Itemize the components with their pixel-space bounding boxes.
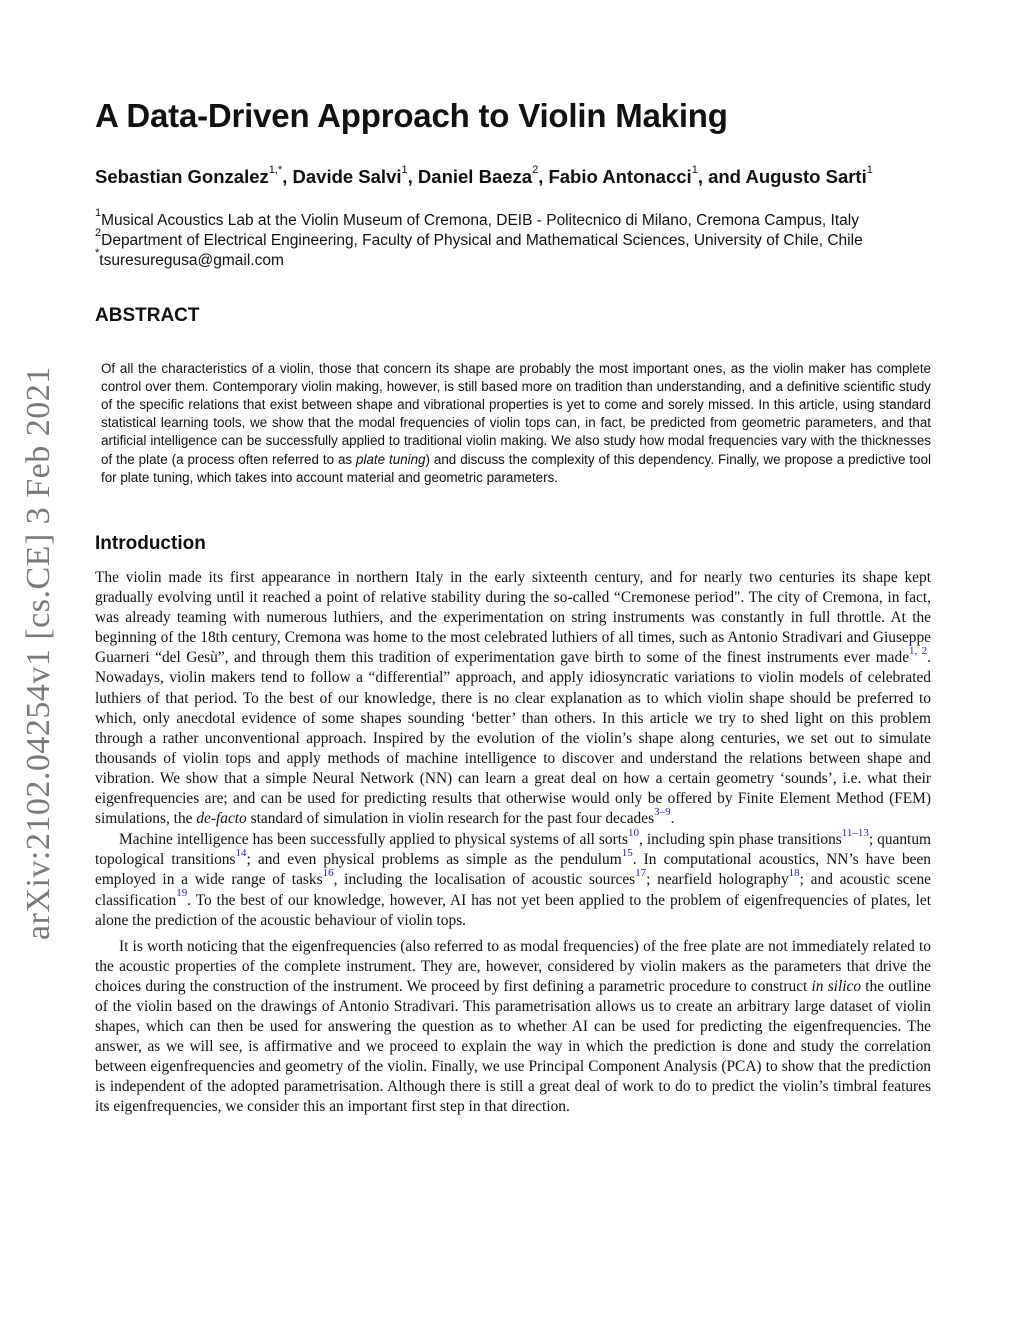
affiliation-list [95, 207, 931, 271]
citation-link[interactable]: 10 [627, 827, 639, 840]
affiliation [95, 247, 931, 271]
citation-link[interactable]: 15 [621, 847, 633, 860]
text-run: . To the best of our knowledge, however, AI has not yet been applied to the problem of eigenfrequencies of plates, let alone the prediction of the acoustic behaviour of violin tops. [95, 891, 931, 929]
text-run: . In computational acoustics, NN’s have been employed in a wide range of tasks [95, 851, 931, 889]
paper-page [95, 96, 931, 1118]
paper-title: A Data-Driven Approach to Violin Making [95, 97, 728, 134]
author-name: Sebastian Gonzalez [95, 165, 269, 187]
citation-link[interactable]: 16 [322, 867, 334, 880]
affiliation-text: Department of Electrical Engineering, Faculty of Physical and Mathematical Sciences, University of Chile, Chile [101, 231, 863, 249]
text-run: ; nearfield holography [646, 871, 789, 889]
emphasis: de-facto [196, 810, 247, 828]
author-affiliation-mark: 1,* [268, 164, 283, 177]
text-run: the outline of the violin based on the drawings of Antonio Stradivari. This parametrisation allows us to create an arbitrary large dataset of violin shapes, which can then be used for answering the question as to whether AI can be used for predicting the eigenfrequencies. The answer, as we will see, is affirmative and we proceed to explain the way in which the prediction is done and study the correlation between eigenfrequencies and geometry of the violin. Finally, we use Principal Component Analysis (PCA) to show that the prediction is independent of the adopted parametrisation. Although there is still a great deal of work to do to predict the violin’s timbral features its eigenfrequencies, we consider this an important first step in that direction. [95, 977, 931, 1116]
citation-link[interactable]: 19 [176, 887, 188, 900]
text-run: . Nowadays, violin makers tend to follow a “differential” approach, and apply idiosyncratic variations to violin models of celebrated luthiers of that period. To the best of our knowledge, there is no clear explanation as to which violin shape should be preferred to which, only anecdotal evidence of some shapes sounding ‘better’ than others. In this article we try to shed light on this problem through a rather unconventional approach. Inspired by the evolution of the violin’s shape along centuries, we set out to simulate thousands of violin tops and apply methods of machine intelligence to discover and understand the relations between shape and vibration. We show that a simple Neural Network (NN) can learn a great deal on how a certain geometry ‘sounds’, i.e. what their eigenfrequencies are; and can be used for predicting results that otherwise would only be offered by Finite Element Method (FEM) simulations, the [95, 649, 931, 828]
abstract-text-part: ) and discuss the complexity of this dependency. Finally, we propose a predictive tool for plate tuning, which takes into account material and geometric parameters. [101, 451, 931, 485]
paragraph [95, 827, 931, 930]
abstract-text-part: Of all the characteristics of a violin, those that concern its shape are probably the most important ones, as the violin maker has complete control over them. Contemporary violin making, however, is still based more on tradition than understanding, and a definitive scientific study of the specific relations that exist between shape and vibrational properties is yet to come and sorely missed. In this article, using standard statistical learning tools, we show that the modal frequencies of violin tops can, in fact, be predicted from geometric parameters, and that artificial intelligence can be successfully applied to traditional violin making. We also study how modal frequencies vary with the thicknesses of the plate (a process often referred to as [101, 360, 931, 467]
text-run: , including spin phase transitions [638, 831, 842, 849]
affiliation-mark: * [95, 247, 100, 260]
author-affiliation-mark: 1 [866, 164, 873, 177]
text-run: It is worth noticing that the eigenfrequencies (also referred to as modal frequencies) of the free plate are not immediately related to the acoustic properties of the complete instrument. They are, however, considered by violin makers as the parameters that drive the choices during the construction of the instrument. We proceed by first defining a parametric procedure to construct [95, 937, 931, 995]
abstract-emphasis: plate tuning [356, 451, 426, 467]
text-run: , including the localisation of acoustic sources [333, 871, 636, 889]
author-name: Fabio Antonacci [548, 165, 692, 187]
citation-link[interactable]: 1, 2 [909, 645, 928, 658]
affiliation [95, 207, 931, 231]
paragraph [95, 937, 931, 1118]
text-run: Machine intelligence has been successfully applied to physical systems of all sorts [119, 831, 628, 849]
text-run: The violin made its first appearance in northern Italy in the early sixteenth century, and for nearly two centuries its shape kept gradually evolving until it reached a point of relative stability during the so-called “Cremonese period". The city of Cremona, in fact, was already teaming with numerous luthiers, and the experimentation on string instruments was constantly in full throttle. At the beginning of the 18th century, Cremona was home to the most celebrated luthiers of all times, such as Antonio Stradivari and Giuseppe Guarneri “del Gesù”, and through them this tradition of experimentation gave birth to some of the finest instruments ever made [95, 569, 931, 667]
arxiv-identifier: arXiv:2102.04254v1 [cs.CE] 3 Feb 2021 [20, 366, 57, 940]
text-run: ; quantum topological transitions [95, 831, 931, 869]
author-name: Augusto Sarti [745, 165, 867, 187]
author-name: Davide Salvi [292, 165, 402, 187]
abstract-heading: ABSTRACT [95, 304, 200, 326]
author-list: Sebastian Gonzalez$^{1,*}$, Davide Salvi$^1$, Daniel Baeza$^2$, Fabio Antonacci$^1$, and Augusto Sarti$^1$ [95, 164, 873, 187]
emphasis: in silico [811, 977, 862, 995]
affiliation-mark: 2 [95, 227, 102, 240]
affiliation-text: Musical Acoustics Lab at the Violin Museum of Cremona, DEIB - Politecnico di Milano, Cremona Campus, Italy [101, 211, 859, 229]
text-run: ; and even physical problems as simple as the pendulum [246, 851, 622, 869]
citation-link[interactable]: 11–13 [841, 827, 869, 840]
abstract-body [101, 360, 931, 487]
citation-link[interactable]: 14 [235, 847, 247, 860]
author-affiliation-mark: 2 [532, 164, 539, 177]
contact-email: tsuresuregusa@gmail.com [99, 251, 284, 269]
introduction-body [95, 568, 931, 1118]
citation-link[interactable]: 18 [788, 867, 800, 880]
author-affiliation-mark: 1 [401, 164, 408, 177]
citation-link[interactable]: 17 [635, 867, 647, 880]
paragraph [95, 568, 931, 829]
author-name: Daniel Baeza [417, 165, 533, 187]
text-run: . [670, 810, 675, 828]
affiliation [95, 227, 931, 251]
text-run: ; and acoustic scene classification [95, 871, 931, 909]
text-run: standard of simulation in violin research for the past four decades [246, 810, 655, 828]
author-affiliation-mark: 1 [691, 164, 698, 177]
affiliation-mark: 1 [95, 207, 102, 220]
section-heading-introduction: Introduction [95, 533, 206, 555]
citation-link[interactable]: 3–9 [654, 806, 671, 819]
author-connector: and [708, 165, 741, 187]
